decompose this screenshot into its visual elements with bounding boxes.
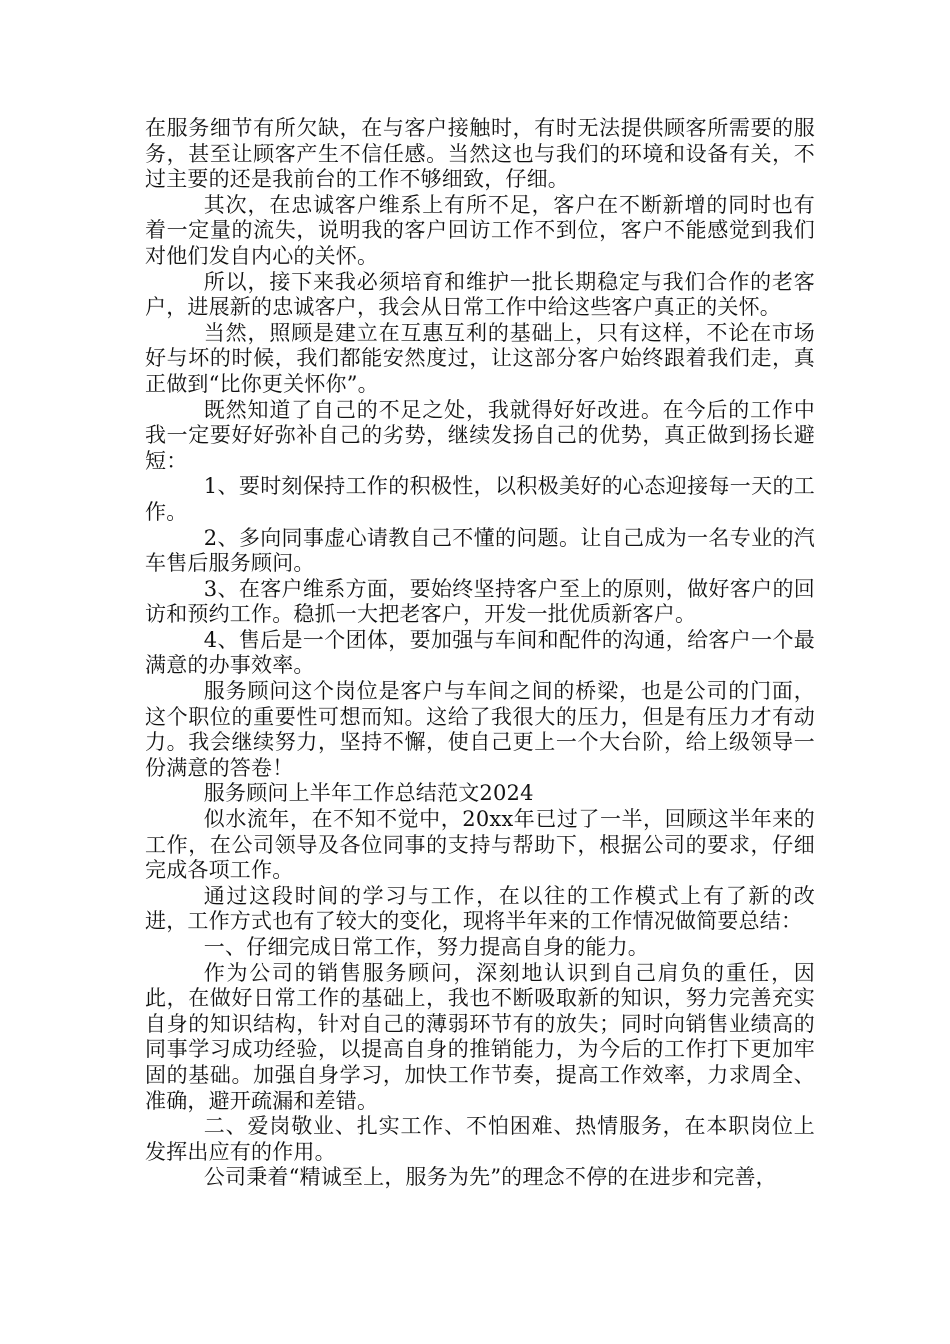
paragraph: 所以，接下来我必须培育和维护一批长期稳定与我们合作的老客户，进展新的忠诚客户，我会从日常工作中给这些客户真正的关怀。 [145,269,815,320]
paragraph: 其次，在忠诚客户维系上有所不足，客户在不断新增的同时也有着一定量的流失，说明我的客户回访工作不到位，客户不能感觉到我们对他们发自内心的关怀。 [145,192,815,268]
list-item: 4、售后是一个团体，要加强与车间和配件的沟通，给客户一个最满意的办事效率。 [145,627,815,678]
section-heading: 二、爱岗敬业、扎实工作、不怕困难、热情服务，在本职岗位上发挥出应有的作用。 [145,1114,815,1164]
list-item: 2、多向同事虚心请教自己不懂的问题。让自己成为一名专业的汽车售后服务顾问。 [145,525,815,576]
paragraph: 服务顾问这个岗位是客户与车间之间的桥梁，也是公司的门面，这个职位的重要性可想而知。这给了我很大的压力，但是有压力才有动力。我会继续努力，坚持不懈，使自己更上一个大台阶，给上级领导一份满意的答卷！ [145,679,815,780]
list-item: 3、在客户维系方面，要始终坚持客户至上的原则，做好客户的回访和预约工作。稳抓一大把老客户，开发一批优质新客户。 [145,576,815,627]
paragraph: 在服务细节有所欠缺，在与客户接触时，有时无法提供顾客所需要的服务，甚至让顾客产生不信任感。当然这也与我们的环境和设备有关，不过主要的还是我前台的工作不够细致，仔细。 [145,116,815,192]
paragraph: 似水流年，在不知不觉中，20xx年已过了一半，回顾这半年来的工作，在公司领导及各位同事的支持与帮助下，根据公司的要求，仔细完成各项工作。 [145,807,815,883]
document-page [145,116,815,1191]
section-title: 服务顾问上半年工作总结范文2024 [203,781,534,806]
paragraph: 通过这段时间的学习与工作，在以往的工作模式上有了新的改进，工作方式也有了较大的变化，现将半年来的工作情况做简要总结： [145,883,815,934]
list-item: 1、要时刻保持工作的积极性，以积极美好的心态迎接每一天的工作。 [145,474,815,524]
paragraph: 公司秉着“精诚至上，服务为先”的理念不停的在进步和完善， [203,1165,777,1190]
paragraph: 当然，照顾是建立在互惠互利的基础上，只有这样，不论在市场好与坏的时候，我们都能安然度过，让这部分客户始终跟着我们走，真正做到“比你更关怀你”。 [145,320,815,396]
section-heading: 一、仔细完成日常工作，努力提高自身的能力。 [203,935,649,959]
paragraph: 作为公司的销售服务顾问，深刻地认识到自己肩负的重任，因此，在做好日常工作的基础上，我也不断吸取新的知识，努力完善充实自身的知识结构，针对自己的薄弱环节有的放失；同时向销售业绩高的同事学习成功经验，以提高自身的推销能力，为今后的工作打下更加牢固的基础。加强自身学习，加快工作节奏，提高工作效率，力求周全、准确，避开疏漏和差错。 [145,960,815,1113]
paragraph: 既然知道了自己的不足之处，我就得好好改进。在今后的工作中我一定要好好弥补自己的劣势，继续发扬自己的优势，真正做到扬长避短： [145,397,815,473]
